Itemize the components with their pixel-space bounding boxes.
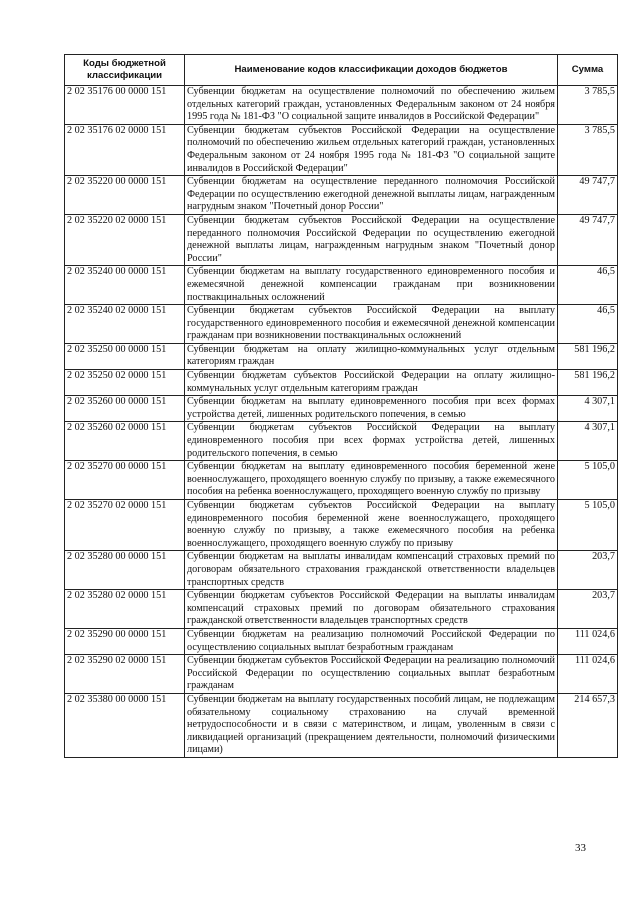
row-sum: 5 105,0	[558, 461, 618, 500]
table-row	[65, 693, 618, 757]
table-row	[65, 551, 618, 590]
page-number: 33	[575, 842, 586, 854]
row-sum: 5 105,0	[558, 500, 618, 551]
row-sum: 581 196,2	[558, 370, 618, 396]
row-name: Субвенции бюджетам на оплату жилищно-коммунальных услуг отдельным категориям граждан	[185, 343, 558, 369]
row-name: Субвенции бюджетам на выплату единовременного пособия беременной жене военнослужащего, проходящего военную службу по призыву, а также ежемесячного пособия на ребенка военнослужащего, проходящего военную службу по призыву	[185, 461, 558, 500]
table-row	[65, 305, 618, 344]
row-code: 2 02 35260 00 0000 151	[65, 396, 185, 422]
budget-revenue-table	[64, 54, 618, 758]
table-row	[65, 370, 618, 396]
row-code: 2 02 35220 00 0000 151	[65, 176, 185, 215]
row-sum: 49 747,7	[558, 176, 618, 215]
row-sum: 46,5	[558, 305, 618, 344]
row-code: 2 02 35270 00 0000 151	[65, 461, 185, 500]
row-sum: 111 024,6	[558, 655, 618, 694]
row-code: 2 02 35240 00 0000 151	[65, 266, 185, 305]
row-code: 2 02 35290 02 0000 151	[65, 655, 185, 694]
row-code: 2 02 35250 00 0000 151	[65, 343, 185, 369]
column-header-code: Коды бюджетной классификации	[65, 55, 185, 86]
row-name: Субвенции бюджетам субъектов Российской Федерации на реализацию полномочий Российской Федерации по осуществлению социальных выплат безработным гражданам	[185, 655, 558, 694]
row-name: Субвенции бюджетам на выплату государственного единовременного пособия и ежемесячной денежной компенсации гражданам при возникновении поствакцинальных осложнений	[185, 266, 558, 305]
table-row	[65, 461, 618, 500]
row-sum: 4 307,1	[558, 422, 618, 461]
row-sum: 4 307,1	[558, 396, 618, 422]
row-name: Субвенции бюджетам на реализацию полномочий Российской Федерации по осуществлению социальных выплат безработным гражданам	[185, 628, 558, 654]
row-code: 2 02 35290 00 0000 151	[65, 628, 185, 654]
table-row	[65, 655, 618, 694]
row-sum: 203,7	[558, 590, 618, 629]
row-name: Субвенции бюджетам субъектов Российской Федерации на осуществление полномочий по обеспечению жильем отдельных категорий граждан, установленных Федеральным законом от 24 ноября 1995 года № 181-ФЗ "О социальной защите инвалидов в Российской Федерации"	[185, 124, 558, 175]
row-name: Субвенции бюджетам субъектов Российской Федерации на выплату единовременного пособия беременной жене военнослужащего, проходящего военную службу по призыву, а также ежемесячного пособия на ребенка военнослужащего, проходящего военную службу по призыву	[185, 500, 558, 551]
row-name: Субвенции бюджетам субъектов Российской Федерации на осуществление переданного полномочия Российской Федерации по осуществлению ежегодной денежной выплаты лицам, награжденным нагрудным знаком "Почетный донор России"	[185, 214, 558, 265]
table-row	[65, 124, 618, 175]
row-code: 2 02 35176 00 0000 151	[65, 86, 185, 125]
row-name: Субвенции бюджетам на выплаты инвалидам компенсаций страховых премий по договорам обязательного страхования гражданской ответственности владельцев транспортных средств	[185, 551, 558, 590]
row-name: Субвенции бюджетам на выплату единовременного пособия при всех формах устройства детей, лишенных родительского попечения, в семью	[185, 396, 558, 422]
column-header-sum: Сумма	[558, 55, 618, 86]
table-header-row	[65, 55, 618, 86]
table-row	[65, 396, 618, 422]
row-code: 2 02 35270 02 0000 151	[65, 500, 185, 551]
table-row	[65, 343, 618, 369]
row-sum: 203,7	[558, 551, 618, 590]
table-row	[65, 86, 618, 125]
row-sum: 111 024,6	[558, 628, 618, 654]
document-page	[64, 54, 615, 758]
row-sum: 581 196,2	[558, 343, 618, 369]
table-row	[65, 176, 618, 215]
row-code: 2 02 35260 02 0000 151	[65, 422, 185, 461]
row-code: 2 02 35380 00 0000 151	[65, 693, 185, 757]
row-sum: 3 785,5	[558, 86, 618, 125]
table-row	[65, 590, 618, 629]
row-name: Субвенции бюджетам на осуществление полномочий по обеспечению жильем отдельных категорий граждан, установленных Федеральным законом от 24 ноября 1995 года № 181-ФЗ "О социальной защите инвалидов в Российской Федерации"	[185, 86, 558, 125]
row-sum: 49 747,7	[558, 214, 618, 265]
row-name: Субвенции бюджетам субъектов Российской Федерации на выплату единовременного пособия при всех формах устройства детей, лишенных родительского попечения, в семью	[185, 422, 558, 461]
row-name: Субвенции бюджетам субъектов Российской Федерации на оплату жилищно-коммунальных услуг отдельным категориям граждан	[185, 370, 558, 396]
row-sum: 3 785,5	[558, 124, 618, 175]
row-sum: 46,5	[558, 266, 618, 305]
table-row	[65, 266, 618, 305]
row-code: 2 02 35176 02 0000 151	[65, 124, 185, 175]
row-code: 2 02 35250 02 0000 151	[65, 370, 185, 396]
row-name: Субвенции бюджетам на осуществление переданного полномочия Российской Федерации по осуществлению ежегодной денежной выплаты лицам, награжденным нагрудным знаком "Почетный донор России"	[185, 176, 558, 215]
column-header-name: Наименование кодов классификации доходов бюджетов	[185, 55, 558, 86]
table-row	[65, 214, 618, 265]
table-row	[65, 628, 618, 654]
row-name: Субвенции бюджетам субъектов Российской Федерации на выплаты инвалидам компенсаций страховых премий по договорам обязательного страхования гражданской ответственности владельцев транспортных средств	[185, 590, 558, 629]
row-sum: 214 657,3	[558, 693, 618, 757]
row-name: Субвенции бюджетам на выплату государственных пособий лицам, не подлежащим обязательному социальному страхованию на случай временной нетрудоспособности и в связи с материнством, и лицам, уволенным в связи с ликвидацией организаций (прекращением деятельности, полномочий физическими лицами)	[185, 693, 558, 757]
row-name: Субвенции бюджетам субъектов Российской Федерации на выплату государственного единовременного пособия и ежемесячной денежной компенсации гражданам при возникновении поствакцинальных осложнений	[185, 305, 558, 344]
row-code: 2 02 35220 02 0000 151	[65, 214, 185, 265]
table-row	[65, 500, 618, 551]
table-row	[65, 422, 618, 461]
row-code: 2 02 35280 02 0000 151	[65, 590, 185, 629]
row-code: 2 02 35280 00 0000 151	[65, 551, 185, 590]
row-code: 2 02 35240 02 0000 151	[65, 305, 185, 344]
